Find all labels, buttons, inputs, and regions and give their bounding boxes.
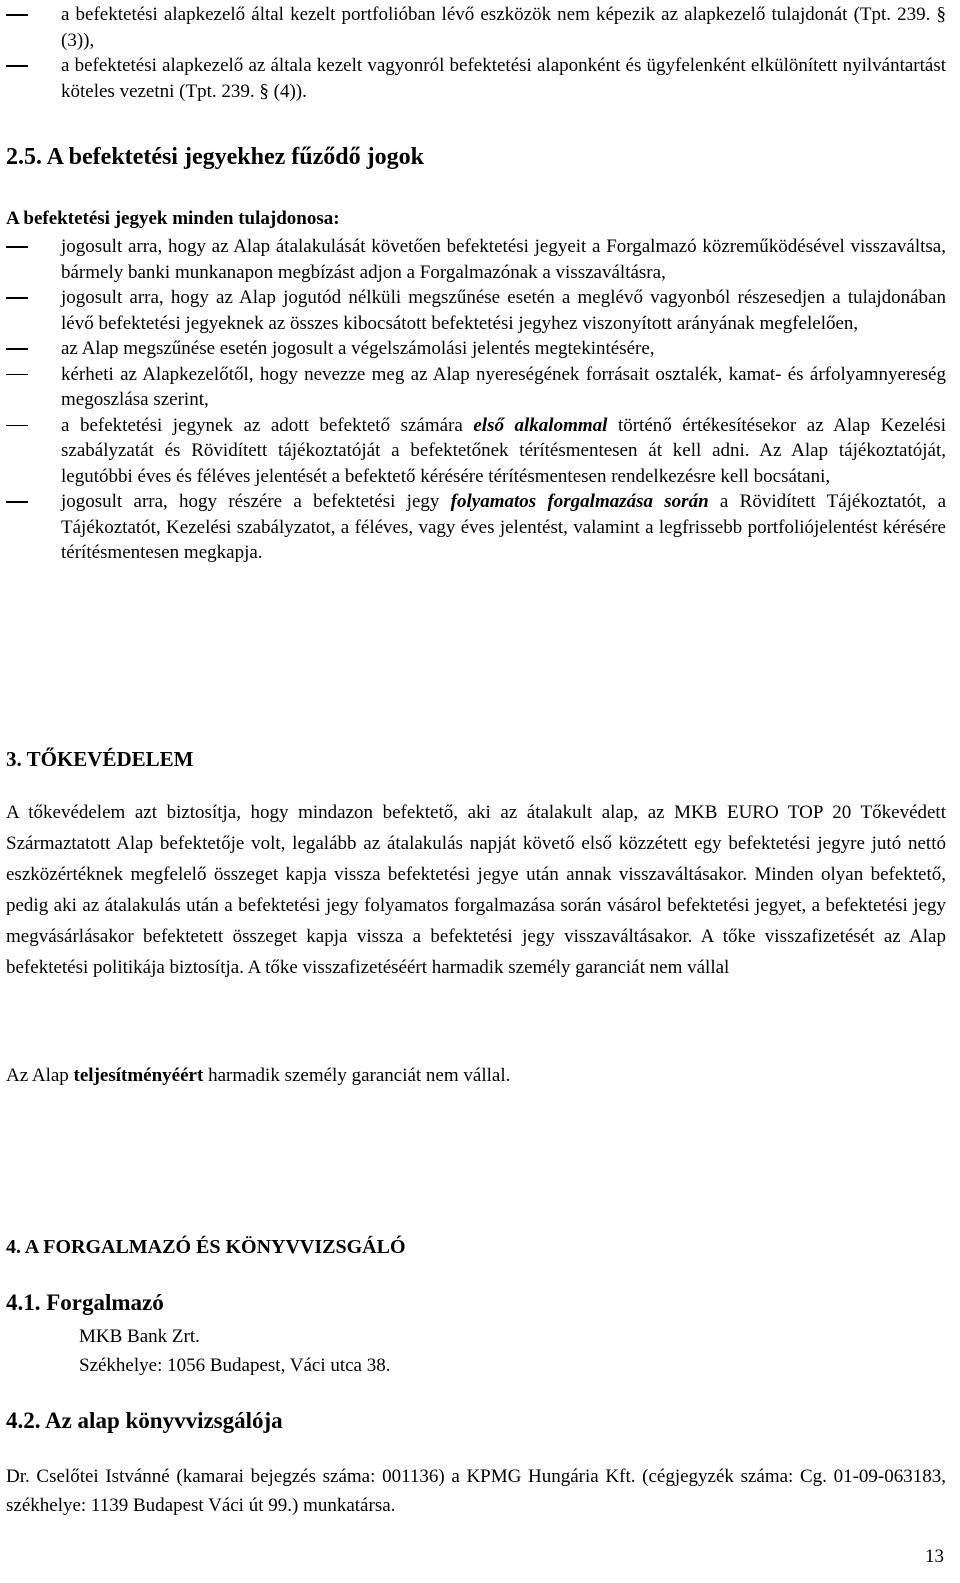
distributor-address: Székhelye: 1056 Budapest, Váci utca 38. [79, 1355, 391, 1376]
rights-intro: A befektetési jegyek minden tulajdonosa: [6, 208, 340, 229]
bold-text: teljesítményéért [73, 1065, 204, 1086]
distributor-name: MKB Bank Zrt. [79, 1326, 200, 1347]
dash-bullet [6, 501, 28, 503]
section-heading-2-5: 2.5. A befektetési jegyekhez fűződő jogok [6, 144, 424, 170]
section-heading-4: 4. A FORGALMAZÓ ÉS KÖNYVVIZSGÁLÓ [6, 1236, 406, 1258]
top-bullet-list [6, 2, 946, 104]
rights-list [6, 234, 946, 566]
section-heading-3: 3. TŐKEVÉDELEM [6, 747, 194, 771]
dash-bullet [6, 374, 28, 376]
list-item: a befektetési jegynek az adott befektető számára első alkalommal történő értékesítésekor az Alap Kezelési szabályzatát és Rövidített tájékoztatóját a befektetőnek térítésmentesen át kell adni. Az Alap tájékoztatóját, legutóbbi éves és féléves jelentését a befektető kérésére térítésmentesen rendelkezésre kell bocsátani, [6, 413, 946, 490]
list-item: a befektetési alapkezelő az általa kezelt vagyonról befektetési alaponként és ügyfelenként elkülönített nyilvántartást köteles vezetni (Tpt. 239. § (4)). [6, 53, 946, 104]
page-number: 13 [925, 1546, 944, 1567]
emphasis-text: első alkalommal [473, 414, 608, 436]
dash-bullet [6, 297, 28, 299]
capital-protection-paragraph: A tőkevédelem azt biztosítja, hogy mindazon befektető, aki az átalakult alap, az MKB EURO TOP 20 Tőkevédett Származtatott Alap befektetője volt, legalább az átalakulás napját követő első közzétett egy befektetési jegyre jutó nettó eszközértéknek megfelelő összeget kapja vissza befektetési jegye után annak visszaváltásakor. Minden olyan befektető, pedig aki az átalakulás után a befektetési jegy folyamatos forgalmazása során vásárol befektetési jegyet, a befektetési jegy megvásárlásakor befektetett összeget kapja vissza a befektetési jegy visszaváltásakor. A tőke visszafizetését az Alap befektetési politikája biztosítja. A tőke visszafizetéséért harmadik személy garanciát nem vállal [6, 802, 946, 978]
dash-bullet [6, 14, 28, 16]
performance-paragraph: Az Alap teljesítményéért harmadik személy garanciát nem vállal. [6, 1065, 511, 1086]
subsection-heading-4-1: 4.1. Forgalmazó [6, 1290, 164, 1315]
dash-bullet [6, 425, 28, 427]
list-item: az Alap megszűnése esetén jogosult a végelszámolási jelentés megtekintésére, [6, 336, 946, 362]
list-item: jogosult arra, hogy az Alap átalakulását követően befektetési jegyeit a Forgalmazó közreműködésével visszaváltsa, bármely banki munkanapon megbízást adjon a Forgalmazónak a visszaváltásra, [6, 234, 946, 285]
dash-bullet [6, 246, 28, 248]
list-item: jogosult arra, hogy részére a befektetési jegy folyamatos forgalmazása során a Rövidített Tájékoztatót, a Tájékoztatót, Kezelési szabályzatot, a féléves, vagy éves jelentést, valamint a legfrissebb portfoliójelentést kérésére térítésmentesen megkapja. [6, 489, 946, 566]
emphasis-text: folyamatos forgalmazása során [450, 491, 709, 512]
list-item: kérheti az Alapkezelőtől, hogy nevezze meg az Alap nyereségének forrásait osztalék, kamat- és árfolyamnyereség megoszlása szerint, [6, 362, 946, 413]
dash-bullet [6, 348, 28, 350]
subsection-heading-4-2: 4.2. Az alap könyvvizsgálója [6, 1408, 283, 1433]
list-item: a befektetési alapkezelő által kezelt portfolióban lévő eszközök nem képezik az alapkezelő tulajdonát (Tpt. 239. § (3)), [6, 2, 946, 53]
list-item: jogosult arra, hogy az Alap jogutód nélküli megszűnése esetén a meglévő vagyonból részesedjen a tulajdonában lévő befektetési jegyeknek az összes kibocsátott befektetési jegyhez viszonyított arányának megfelelően, [6, 285, 946, 336]
dash-bullet [6, 65, 28, 67]
auditor-paragraph: Dr. Cselőtei Istvánné (kamarai bejegzés száma: 001136) a KPMG Hungária Kft. (cégjegyzék száma: Cg. 01-09-063183, székhelye: 1139 Budapest Váci út 99.) munkatársa. [6, 1466, 946, 1516]
